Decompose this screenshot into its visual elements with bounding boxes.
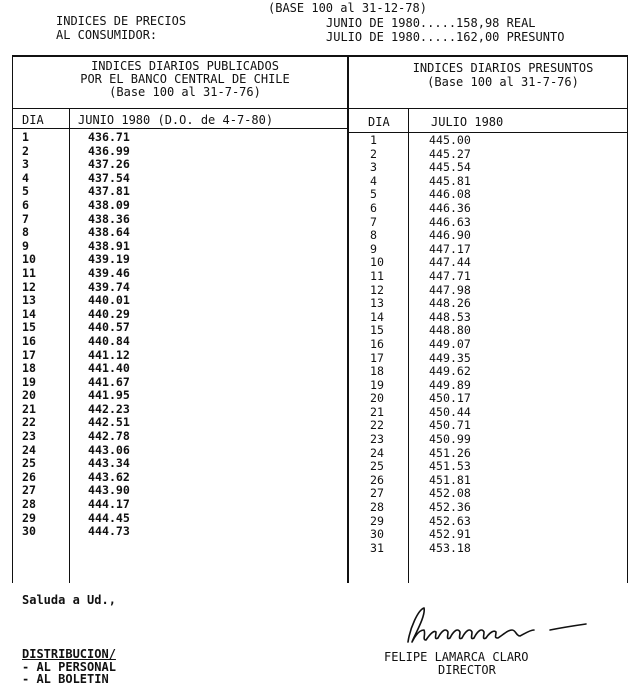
table-header-divider — [12, 108, 348, 109]
left-table-title-line2: POR EL BANCO CENTRAL DE CHILE — [80, 72, 290, 86]
table-middle-border — [347, 55, 349, 583]
right-day-cell: 14 — [370, 309, 384, 324]
right-value-cell: 450.17 — [429, 391, 471, 406]
right-value-cell: 445.81 — [429, 173, 471, 188]
right-day-cell: 8 — [370, 228, 377, 243]
right-value-cell: 447.71 — [429, 268, 471, 283]
june-cpi-line: JUNIO DE 1980.....158,98 REAL — [326, 16, 536, 30]
right-value-cell: 445.27 — [429, 146, 471, 161]
right-day-cell: 10 — [370, 255, 384, 270]
cpi-label-line2: AL CONSUMIDOR: — [56, 28, 158, 42]
right-value-cell: 448.26 — [429, 296, 471, 311]
right-value-cell: 446.90 — [429, 228, 471, 243]
right-day-cell: 22 — [370, 418, 384, 433]
right-day-cell: 27 — [370, 486, 384, 501]
right-col-head-value: JULIO 1980 — [431, 115, 504, 129]
left-day-cell: 7 — [22, 211, 29, 226]
table-left-border — [12, 55, 13, 583]
right-value-cell: 450.44 — [429, 404, 471, 419]
right-day-cell: 21 — [370, 404, 384, 419]
right-value-cell: 449.35 — [429, 350, 471, 365]
right-day-column-divider — [408, 108, 409, 583]
left-day-cell: 6 — [22, 197, 29, 212]
left-value-cell: 436.71 — [88, 130, 130, 144]
left-day-cell: 24 — [22, 442, 36, 457]
left-day-cell: 13 — [22, 293, 36, 308]
right-day-cell: 11 — [370, 268, 384, 283]
left-day-cell: 8 — [22, 225, 29, 240]
left-day-cell: 12 — [22, 279, 36, 294]
right-day-cell: 3 — [370, 160, 377, 175]
right-value-cell: 446.36 — [429, 200, 471, 215]
left-day-cell: 21 — [22, 401, 36, 416]
right-day-cell: 1 — [370, 133, 377, 147]
left-table-title-line3: (Base 100 al 31-7-76) — [109, 85, 261, 99]
right-value-cell: 451.81 — [429, 472, 471, 487]
left-value-cell: 437.54 — [88, 170, 130, 185]
right-day-cell: 17 — [370, 350, 384, 365]
left-day-cell: 27 — [22, 483, 36, 498]
left-value-cell: 441.40 — [88, 361, 130, 376]
left-day-cell: 30 — [22, 524, 36, 539]
left-day-cell: 26 — [22, 469, 36, 484]
right-day-cell: 16 — [370, 336, 384, 351]
left-value-cell: 441.12 — [88, 347, 130, 362]
left-value-cell: 439.19 — [88, 252, 130, 267]
left-day-cell: 2 — [22, 143, 29, 158]
right-value-cell: 447.98 — [429, 282, 471, 297]
right-value-cell: 450.99 — [429, 432, 471, 447]
left-day-cell: 25 — [22, 456, 36, 471]
left-value-cell: 444.45 — [88, 510, 130, 525]
right-day-cell: 26 — [370, 472, 384, 487]
right-value-cell: 451.26 — [429, 445, 471, 460]
left-value-cell: 443.62 — [88, 469, 130, 484]
left-day-cell: 10 — [22, 252, 36, 267]
left-value-cell: 436.99 — [88, 143, 130, 158]
right-value-cell: 448.53 — [429, 309, 471, 324]
signer-name: FELIPE LAMARCA CLARO — [384, 650, 529, 664]
right-col-head-day: DIA — [368, 115, 390, 129]
right-day-cell: 28 — [370, 500, 384, 515]
table-header-divider-right — [348, 108, 628, 109]
right-day-cell: 20 — [370, 391, 384, 406]
right-day-cell: 29 — [370, 513, 384, 528]
left-value-cell: 442.23 — [88, 401, 130, 416]
left-day-cell: 14 — [22, 306, 36, 321]
greeting: Saluda a Ud., — [22, 593, 116, 607]
right-day-cell: 7 — [370, 214, 377, 229]
left-value-cell: 443.06 — [88, 442, 130, 457]
right-value-cell: 452.91 — [429, 527, 471, 542]
right-day-cell: 19 — [370, 377, 384, 392]
left-value-cell: 440.84 — [88, 333, 130, 348]
right-day-cell: 23 — [370, 432, 384, 447]
right-value-cell: 446.63 — [429, 214, 471, 229]
left-value-cell: 439.46 — [88, 265, 130, 280]
left-day-cell: 20 — [22, 388, 36, 403]
right-day-cell: 9 — [370, 241, 377, 256]
right-day-cell: 4 — [370, 173, 377, 188]
right-day-cell: 2 — [370, 146, 377, 161]
table-top-border — [12, 55, 628, 57]
left-day-cell: 28 — [22, 497, 36, 512]
july-cpi-line: JULIO DE 1980.....162,00 PRESUNTO — [326, 30, 565, 44]
right-table-title-line2: (Base 100 al 31-7-76) — [427, 75, 579, 89]
left-day-cell: 22 — [22, 415, 36, 430]
right-value-cell: 446.08 — [429, 187, 471, 202]
distribution-line1: - AL PERSONAL — [22, 660, 116, 674]
right-day-cell: 6 — [370, 200, 377, 215]
left-value-cell: 440.29 — [88, 306, 130, 321]
handwritten-signature — [400, 600, 590, 650]
left-value-cell: 440.01 — [88, 293, 130, 308]
left-value-cell: 442.78 — [88, 429, 130, 444]
right-value-cell: 449.89 — [429, 377, 471, 392]
right-value-cell: 447.17 — [429, 241, 471, 256]
right-value-cell: 449.07 — [429, 336, 471, 351]
right-day-cell: 24 — [370, 445, 384, 460]
left-day-cell: 1 — [22, 130, 29, 144]
right-value-cell: 453.18 — [429, 540, 471, 555]
right-value-cell: 445.54 — [429, 160, 471, 175]
left-day-cell: 9 — [22, 238, 29, 253]
right-value-cell: 447.44 — [429, 255, 471, 270]
left-value-cell: 443.34 — [88, 456, 130, 471]
left-table-title-line1: INDICES DIARIOS PUBLICADOS — [91, 59, 279, 73]
left-value-cell: 441.95 — [88, 388, 130, 403]
left-value-cell: 438.91 — [88, 238, 130, 253]
left-day-cell: 29 — [22, 510, 36, 525]
left-day-cell: 18 — [22, 361, 36, 376]
right-value-cell: 449.62 — [429, 364, 471, 379]
left-day-cell: 23 — [22, 429, 36, 444]
left-day-cell: 15 — [22, 320, 36, 335]
left-day-cell: 17 — [22, 347, 36, 362]
base-line: (BASE 100 al 31-12-78) — [268, 1, 427, 15]
left-value-cell: 438.09 — [88, 197, 130, 212]
right-value-cell: 452.36 — [429, 500, 471, 515]
left-day-cell: 11 — [22, 265, 36, 280]
left-value-cell: 438.64 — [88, 225, 130, 240]
left-value-cell: 443.90 — [88, 483, 130, 498]
left-value-column — [88, 131, 130, 539]
right-value-cell: 451.53 — [429, 459, 471, 474]
distribution-line2: - AL BOLETIN — [22, 672, 109, 686]
left-value-cell: 444.17 — [88, 497, 130, 512]
left-day-cell: 3 — [22, 157, 29, 172]
left-value-cell: 437.81 — [88, 184, 130, 199]
cpi-label-line1: INDICES DE PRECIOS — [56, 14, 187, 28]
right-value-cell: 452.63 — [429, 513, 471, 528]
table-right-border — [627, 55, 628, 583]
left-value-cell: 440.57 — [88, 320, 130, 335]
left-day-cell: 4 — [22, 170, 29, 185]
left-value-cell: 439.74 — [88, 279, 130, 294]
signer-title: DIRECTOR — [438, 663, 496, 677]
left-value-cell: 444.73 — [88, 524, 130, 539]
left-col-head-value: JUNIO 1980 (D.O. de 4-7-80) — [78, 113, 274, 127]
right-value-column — [429, 134, 471, 555]
left-day-cell: 19 — [22, 374, 36, 389]
left-col-head-day: DIA — [22, 113, 44, 127]
right-value-cell: 452.08 — [429, 486, 471, 501]
right-day-cell: 25 — [370, 459, 384, 474]
right-day-column — [370, 134, 384, 555]
table-colhead-divider-left — [12, 128, 348, 129]
right-value-cell: 448.80 — [429, 323, 471, 338]
left-day-column-divider — [69, 108, 70, 583]
left-day-column — [22, 131, 36, 539]
right-day-cell: 12 — [370, 282, 384, 297]
left-day-cell: 5 — [22, 184, 29, 199]
table-colhead-divider-right — [348, 132, 628, 133]
right-day-cell: 15 — [370, 323, 384, 338]
distribution-title: DISTRIBUCION/ — [22, 647, 116, 661]
right-day-cell: 5 — [370, 187, 377, 202]
right-day-cell: 13 — [370, 296, 384, 311]
right-day-cell: 18 — [370, 364, 384, 379]
right-day-cell: 30 — [370, 527, 384, 542]
left-value-cell: 437.26 — [88, 157, 130, 172]
left-value-cell: 442.51 — [88, 415, 130, 430]
left-value-cell: 441.67 — [88, 374, 130, 389]
left-value-cell: 438.36 — [88, 211, 130, 226]
right-value-cell: 450.71 — [429, 418, 471, 433]
right-value-cell: 445.00 — [429, 133, 471, 147]
left-day-cell: 16 — [22, 333, 36, 348]
right-day-cell: 31 — [370, 540, 384, 555]
right-table-title-line1: INDICES DIARIOS PRESUNTOS — [412, 61, 594, 75]
